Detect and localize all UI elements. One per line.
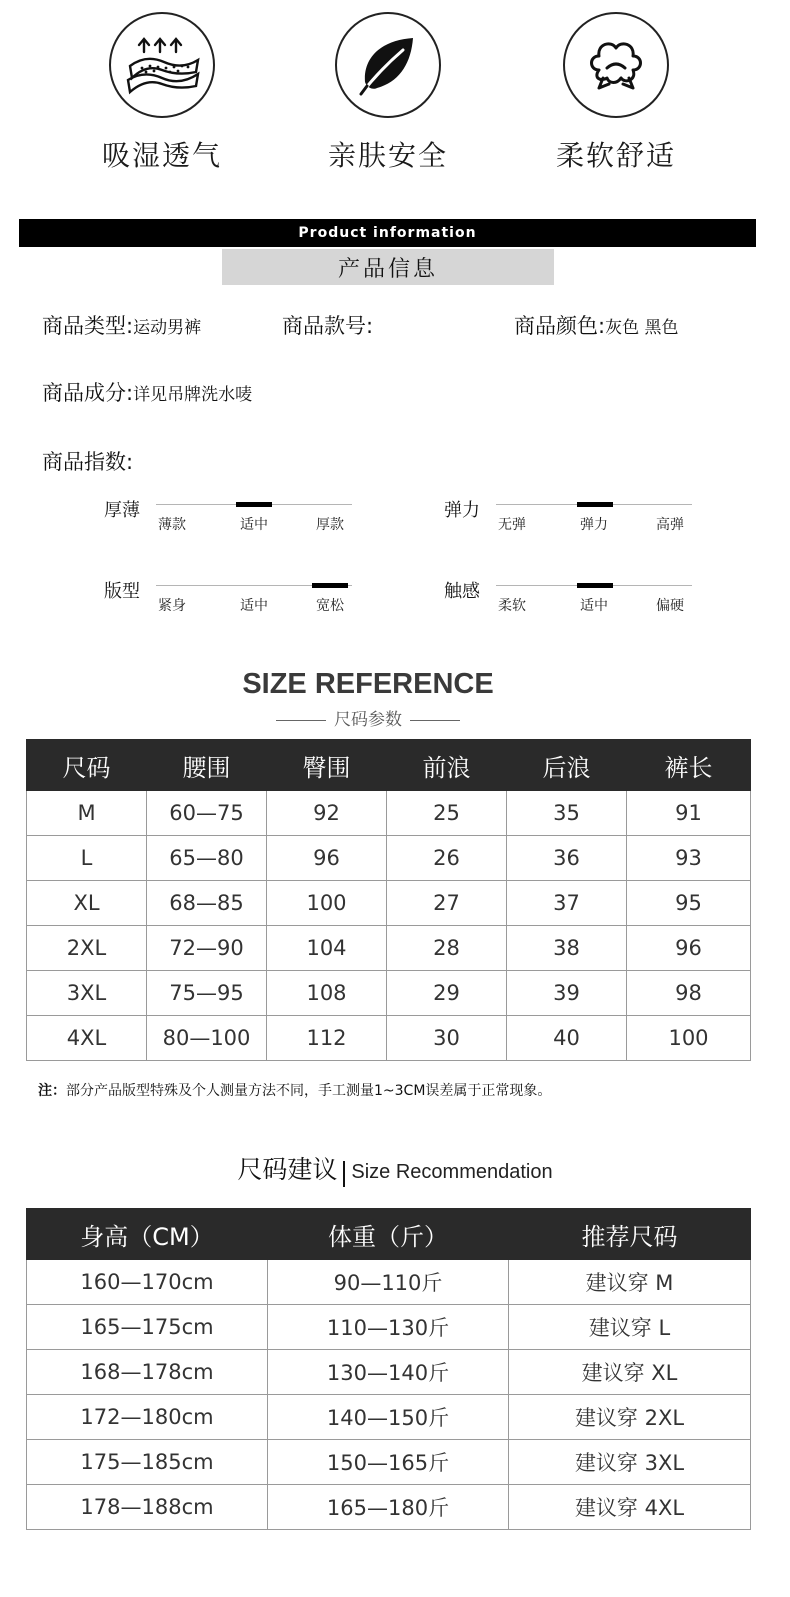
table-cell: 100 bbox=[267, 881, 387, 926]
table-cell: 172—180cm bbox=[27, 1395, 268, 1440]
product-type bbox=[42, 310, 201, 340]
column-header: 裤长 bbox=[627, 740, 751, 791]
table-cell: 60—75 bbox=[147, 791, 267, 836]
table-row bbox=[27, 1395, 751, 1440]
table-cell: 3XL bbox=[27, 971, 147, 1016]
product-color bbox=[514, 310, 678, 340]
table-cell: 91 bbox=[627, 791, 751, 836]
table-cell: 96 bbox=[267, 836, 387, 881]
index-selected-marker bbox=[577, 583, 613, 588]
product-composition-label: 商品成分: bbox=[42, 381, 134, 405]
table-cell: 168—178cm bbox=[27, 1350, 268, 1395]
table-row bbox=[27, 926, 751, 971]
table-cell: 27 bbox=[387, 881, 507, 926]
product-color-label: 商品颜色: bbox=[514, 314, 606, 338]
size-reference-subtitle bbox=[0, 705, 736, 730]
product-type-value: 运动男裤 bbox=[133, 318, 202, 338]
cotton-icon bbox=[563, 12, 669, 118]
table-cell: 95 bbox=[627, 881, 751, 926]
index-name: 厚薄 bbox=[104, 500, 140, 521]
table-cell: 108 bbox=[267, 971, 387, 1016]
size-reference-title: SIZE REFERENCE bbox=[242, 668, 494, 700]
product-composition bbox=[42, 377, 252, 407]
feature-skin-safe bbox=[268, 12, 508, 174]
feature-label: 柔软舒适 bbox=[555, 139, 676, 172]
size-recommendation-title-en: Size Recommendation bbox=[351, 1161, 553, 1183]
column-header: 推荐尺码 bbox=[509, 1209, 751, 1260]
table-cell: 40 bbox=[507, 1016, 627, 1061]
table-row bbox=[27, 791, 751, 836]
table-row bbox=[27, 1440, 751, 1485]
table-row bbox=[27, 971, 751, 1016]
column-header: 身高（CM） bbox=[27, 1209, 268, 1260]
index-option: 薄款 bbox=[158, 517, 186, 533]
table-cell: 2XL bbox=[27, 926, 147, 971]
table-header-row bbox=[27, 740, 751, 791]
column-header: 前浪 bbox=[387, 740, 507, 791]
table-cell: 28 bbox=[387, 926, 507, 971]
index-name: 版型 bbox=[104, 581, 140, 602]
table-cell: 26 bbox=[387, 836, 507, 881]
note-text: 部分产品版型特殊及个人测量方法不同，手工测量1~3CM误差属于正常现象。 bbox=[66, 1083, 552, 1099]
table-cell: 29 bbox=[387, 971, 507, 1016]
index-option: 柔软 bbox=[498, 598, 526, 614]
size-recommendation-table bbox=[26, 1208, 751, 1530]
index-selected-marker bbox=[236, 502, 272, 507]
table-cell: M bbox=[27, 791, 147, 836]
table-cell: 178—188cm bbox=[27, 1485, 268, 1530]
table-cell: 37 bbox=[507, 881, 627, 926]
divider bbox=[276, 720, 326, 721]
product-type-label: 商品类型: bbox=[42, 314, 134, 338]
product-index-label: 商品指数: bbox=[42, 450, 134, 474]
index-option: 无弹 bbox=[498, 517, 526, 533]
table-cell: L bbox=[27, 836, 147, 881]
table-row bbox=[27, 881, 751, 926]
product-model bbox=[282, 310, 373, 340]
size-recommendation-title bbox=[0, 1150, 790, 1187]
size-reference-table bbox=[26, 739, 751, 1061]
table-cell: 93 bbox=[627, 836, 751, 881]
table-row bbox=[27, 1305, 751, 1350]
table-cell: 25 bbox=[387, 791, 507, 836]
table-cell: 140—150斤 bbox=[268, 1395, 509, 1440]
table-cell: 100 bbox=[627, 1016, 751, 1061]
table-cell: 建议穿 XL bbox=[509, 1350, 751, 1395]
table-cell: 90—110斤 bbox=[268, 1260, 509, 1305]
table-row bbox=[27, 1016, 751, 1061]
feature-soft bbox=[496, 12, 736, 174]
table-cell: 165—175cm bbox=[27, 1305, 268, 1350]
index-option: 宽松 bbox=[316, 598, 344, 614]
table-cell: 92 bbox=[267, 791, 387, 836]
table-cell: 36 bbox=[507, 836, 627, 881]
table-cell: 39 bbox=[507, 971, 627, 1016]
note-prefix: 注： bbox=[38, 1083, 66, 1099]
table-cell: 建议穿 2XL bbox=[509, 1395, 751, 1440]
table-row bbox=[27, 1485, 751, 1530]
product-color-value: 灰色 黑色 bbox=[605, 318, 679, 338]
column-header: 腰围 bbox=[147, 740, 267, 791]
table-row bbox=[27, 836, 751, 881]
column-header: 体重（斤） bbox=[268, 1209, 509, 1260]
table-cell: 165—180斤 bbox=[268, 1485, 509, 1530]
measurement-note bbox=[38, 1080, 551, 1100]
index-name: 弹力 bbox=[444, 500, 480, 521]
table-cell: 96 bbox=[627, 926, 751, 971]
table-cell: 80—100 bbox=[147, 1016, 267, 1061]
table-cell: 4XL bbox=[27, 1016, 147, 1061]
table-cell: 建议穿 M bbox=[509, 1260, 751, 1305]
column-header: 尺码 bbox=[27, 740, 147, 791]
index-selected-marker bbox=[312, 583, 348, 588]
index-option: 适中 bbox=[580, 598, 608, 614]
table-cell: 112 bbox=[267, 1016, 387, 1061]
divider bbox=[343, 1161, 345, 1187]
table-cell: 75—95 bbox=[147, 971, 267, 1016]
feature-label: 亲肤安全 bbox=[327, 139, 448, 172]
size-reference-subtitle-text: 尺码参数 bbox=[334, 710, 402, 730]
index-option: 适中 bbox=[240, 517, 268, 533]
table-header-row bbox=[27, 1209, 751, 1260]
feature-breathable bbox=[42, 12, 282, 174]
index-option: 偏硬 bbox=[656, 598, 684, 614]
table-cell: 建议穿 L bbox=[509, 1305, 751, 1350]
index-option: 适中 bbox=[240, 598, 268, 614]
table-cell: 130—140斤 bbox=[268, 1350, 509, 1395]
table-cell: 35 bbox=[507, 791, 627, 836]
column-header: 后浪 bbox=[507, 740, 627, 791]
table-cell: 175—185cm bbox=[27, 1440, 268, 1485]
table-cell: XL bbox=[27, 881, 147, 926]
table-cell: 30 bbox=[387, 1016, 507, 1061]
table-cell: 38 bbox=[507, 926, 627, 971]
index-option: 紧身 bbox=[158, 598, 186, 614]
table-cell: 104 bbox=[267, 926, 387, 971]
product-model-label: 商品款号: bbox=[282, 314, 374, 338]
table-cell: 建议穿 4XL bbox=[509, 1485, 751, 1530]
table-cell: 72—90 bbox=[147, 926, 267, 971]
product-composition-value: 详见吊牌洗水唛 bbox=[133, 385, 253, 405]
table-cell: 68—85 bbox=[147, 881, 267, 926]
index-name: 触感 bbox=[444, 581, 480, 602]
product-info-header: Product information bbox=[19, 219, 756, 247]
column-header: 臀围 bbox=[267, 740, 387, 791]
table-cell: 110—130斤 bbox=[268, 1305, 509, 1350]
feature-label: 吸湿透气 bbox=[101, 139, 222, 172]
table-row bbox=[27, 1350, 751, 1395]
product-info-subheader: 产品信息 bbox=[222, 249, 554, 285]
table-cell: 150—165斤 bbox=[268, 1440, 509, 1485]
table-cell: 160—170cm bbox=[27, 1260, 268, 1305]
size-recommendation-title-zh: 尺码建议 bbox=[237, 1155, 338, 1184]
index-selected-marker bbox=[577, 502, 613, 507]
leaf-icon bbox=[335, 12, 441, 118]
table-cell: 98 bbox=[627, 971, 751, 1016]
index-option: 弹力 bbox=[580, 517, 608, 533]
index-option: 高弹 bbox=[656, 517, 684, 533]
divider bbox=[410, 720, 460, 721]
table-cell: 建议穿 3XL bbox=[509, 1440, 751, 1485]
index-option: 厚款 bbox=[316, 517, 344, 533]
table-cell: 65—80 bbox=[147, 836, 267, 881]
table-row bbox=[27, 1260, 751, 1305]
breathable-fabric-icon bbox=[109, 12, 215, 118]
